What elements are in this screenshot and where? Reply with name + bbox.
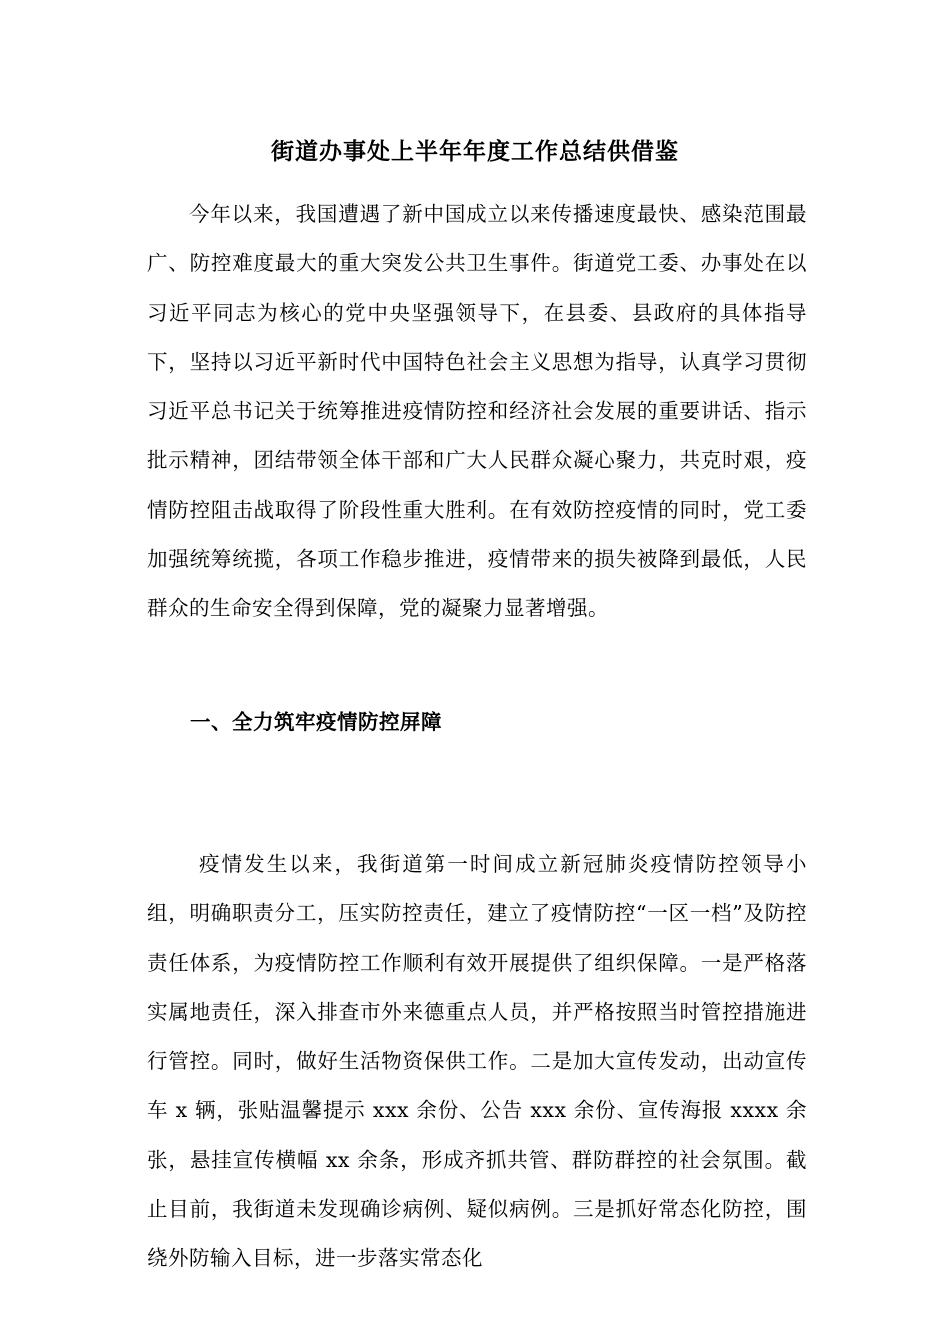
- intro-paragraph: 今年以来，我国遭遇了新中国成立以来传播速度最快、感染范围最广、防控难度最大的重大突发公共卫生事件。街道党工委、办事处在以习近平同志为核心的党中央坚强领导下，在县委、县政府的具体指导下，坚持以习近平新时代中国特色社会主义思想为指导，认真学习贯彻习近平总书记关于统筹推进疫情防控和经济社会发展的重要讲话、指示批示精神，团结带领全体干部和广大人民群众凝心聚力，共克时艰，疫情防控阻击战取得了阶段性重大胜利。在有效防控疫情的同时，党工委加强统筹统揽，各项工作稳步推进，疫情带来的损失被降到最低，人民群众的生命安全得到保障，党的凝聚力显著增强。: [147, 202, 807, 621]
- section-heading: 一、全力筑牢疫情防控屏障: [190, 710, 442, 734]
- section-paragraph: 疫情发生以来，我街道第一时间成立新冠肺炎疫情防控领导小组，明确职责分工，压实防控责任，建立了疫情防控“一区一档”及防控责任体系，为疫情防控工作顺利有效开展提供了组织保障。一是严格落实属地责任，深入排查市外来德重点人员，并严格按照当时管控措施进行管控。同时，做好生活物资保供工作。二是加大宣传发动，出动宣传车 x 辆，张贴温馨提示 xxx 余份、公告 xxx 余份、宣传海报 xxxx 余张，悬挂宣传横幅 xx 余条，形成齐抓共管、群防群控的社会氛围。截止目前，我街道未发现确诊病例、疑似病例。三是抓好常态化防控，围绕外防输入目标，进一步落实常态化: [147, 852, 807, 1271]
- document-title: 街道办事处上半年年度工作总结供借鉴: [271, 138, 679, 165]
